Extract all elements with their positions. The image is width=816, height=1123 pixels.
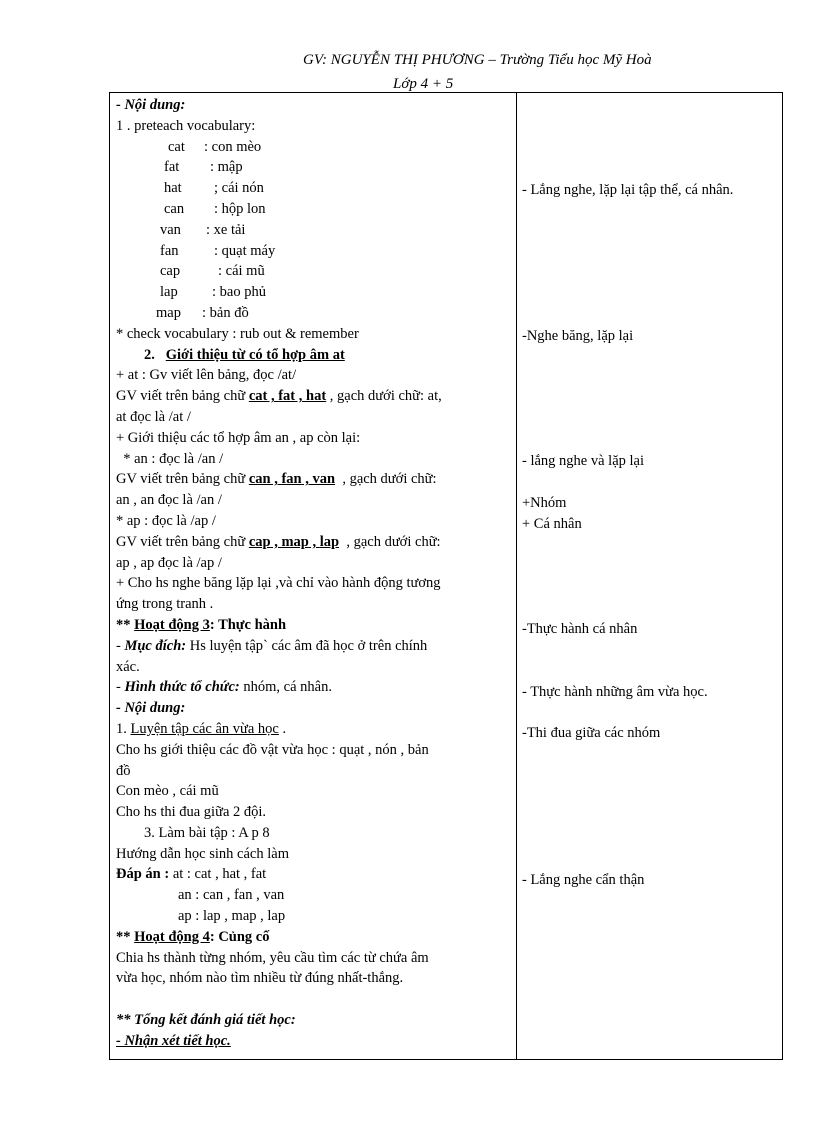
objects-line-1: Cho hs giới thiệu các đồ vật vừa học : quạt , nón , bản: [116, 741, 429, 758]
vocab-row: cap : cái mũ: [160, 263, 265, 280]
response-group: +Nhóm: [522, 495, 567, 511]
organization-line: - Hình thức tổ chức: nhóm, cá nhân.: [116, 679, 332, 696]
blank-line: [116, 989, 512, 1010]
header-class-line: Lớp 4 + 5: [393, 76, 454, 92]
lesson-table: [109, 92, 783, 1060]
an-line-3: an , an đọc là /an /: [116, 492, 222, 509]
response-practice-individual: -Thực hành cá nhân: [522, 621, 638, 637]
purpose-line-2: xác.: [116, 658, 140, 675]
an-line-1: * an : đọc là /an /: [116, 450, 224, 467]
guide-line: Hướng dẫn học sinh cách làm: [116, 845, 289, 862]
response-tape: -Nghe băng, lặp lại: [522, 328, 634, 344]
response-individual: + Cá nhân: [522, 516, 582, 532]
exercise-line: 3. Làm bài tập : A p 8: [144, 824, 270, 841]
purpose-line: - Mục đích: Hs luyện tập` các âm đã học ở trên chính: [116, 637, 428, 654]
ap-line-1: * ap : đọc là /ap /: [116, 512, 216, 529]
activity-3-heading: ** Hoạt động 3: Thực hành: [116, 616, 287, 633]
content-heading: - Nội dung:: [116, 97, 186, 113]
response-competition: -Thi đua giữa các nhóm: [522, 725, 661, 741]
vocab-row: lap : bao phủ: [160, 284, 266, 301]
objects-line-2: đồ: [116, 762, 131, 779]
activity-4-heading: ** Hoạt động 4: Củng cố: [116, 928, 270, 945]
preteach-title: 1 . preteach vocabulary:: [116, 117, 256, 134]
section-2-title: 2. Giới thiệu từ có tổ hợp âm at: [144, 346, 345, 363]
summary-heading: ** Tổng kết đánh giá tiết học:: [116, 1012, 296, 1029]
response-listen: - lắng nghe và lặp lại: [522, 453, 644, 469]
at-line-3: at đọc là /at /: [116, 408, 191, 425]
content-heading-2: - Nội dung:: [116, 700, 186, 717]
teacher-activities-column: [116, 95, 512, 1052]
review-line: - Nhận xét tiết học.: [116, 1032, 231, 1049]
practice-title: 1. Luyện tập các ân vừa học .: [116, 720, 287, 737]
at-line-2: GV viết trên bảng chữ cat , fat , hat , gạch dưới chữ: at,: [116, 388, 442, 405]
listen-line-2: ứng trong tranh .: [116, 596, 214, 613]
intro-combinations: + Giới thiệu các tổ hợp âm an , ap còn lại:: [116, 429, 361, 446]
vocab-row: map : bản đồ: [156, 304, 249, 321]
student-activities-column: [522, 93, 780, 1059]
ap-line-2: GV viết trên bảng chữ cap , map , lap , gạch dưới chữ:: [116, 533, 441, 550]
group-line-1: Chia hs thành từng nhóm, yêu cầu tìm các từ chứa âm: [116, 949, 429, 966]
at-line-1: + at : Gv viết lên bảng, đọc /at/: [116, 367, 297, 384]
vocab-row: hat ; cái nón: [164, 180, 264, 197]
an-line-2: GV viết trên bảng chữ can , fan , van , gạch dưới chữ:: [116, 471, 437, 488]
header-teacher-line: GV: NGUYỄN THỊ PHƯƠNG – Trường Tiểu học Mỹ Hoà: [303, 52, 652, 68]
response-practice-sounds: - Thực hành những âm vừa học.: [522, 684, 708, 700]
response-listen-repeat: - Lắng nghe, lặp lại tập thể, cá nhân.: [522, 182, 734, 198]
answer-line-1: Đáp án : at : cat , hat , fat: [116, 866, 267, 883]
vocab-row: van : xe tải: [160, 221, 246, 238]
vocab-row: can : hộp lon: [164, 200, 266, 217]
answer-line-3: ap : lap , map , lap: [178, 908, 286, 925]
objects-line-3: Con mèo , cái mũ: [116, 783, 219, 800]
response-careful-listen: - Lắng nghe cẩn thận: [522, 872, 645, 888]
listen-line-1: + Cho hs nghe băng lặp lại ,và chỉ vào hành động tương: [116, 575, 441, 592]
ap-line-3: ap , ap đọc là /ap /: [116, 554, 222, 571]
group-line-2: vừa học, nhóm nào tìm nhiều từ đúng nhất-thắng.: [116, 970, 404, 987]
vocab-row: cat : con mèo: [168, 138, 262, 155]
check-vocab: * check vocabulary : rub out & remember: [116, 325, 359, 342]
competition-line: Cho hs thi đua giữa 2 đội.: [116, 804, 267, 821]
vocab-row: fan : quạt máy: [160, 242, 276, 259]
vocab-row: fat : mập: [164, 159, 243, 176]
column-divider: [516, 93, 517, 1059]
answer-line-2: an : can , fan , van: [178, 887, 285, 904]
